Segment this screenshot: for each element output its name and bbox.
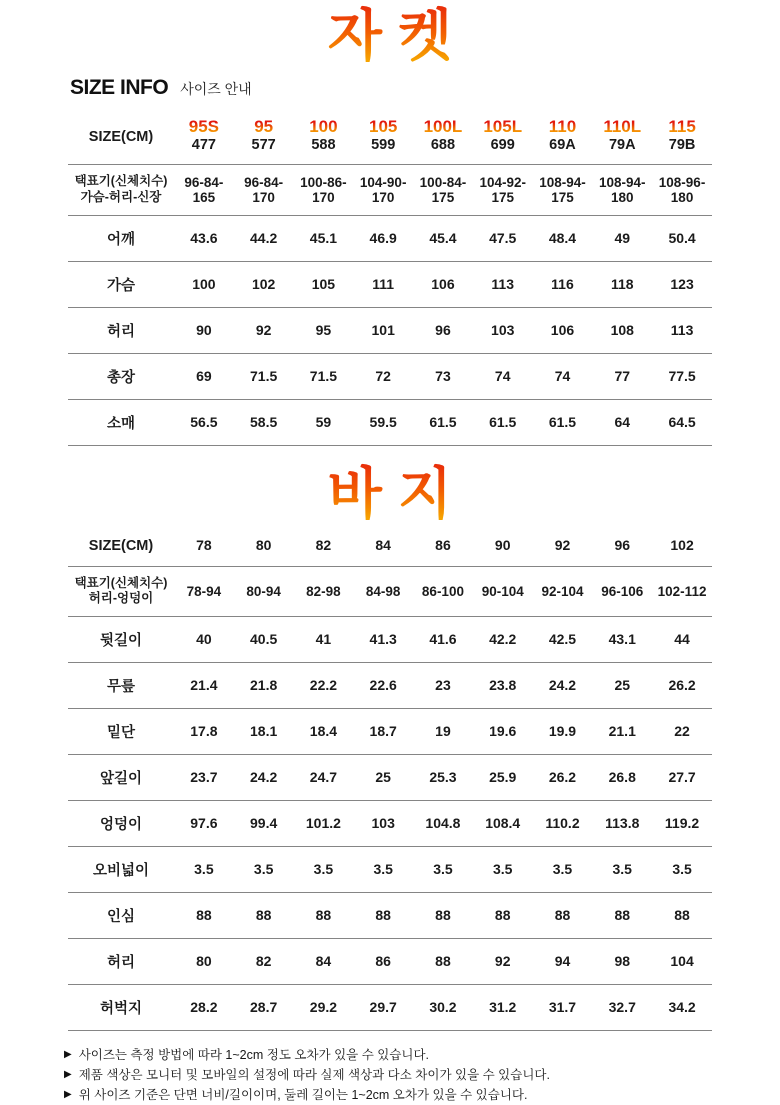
size-code: 69A <box>549 136 576 153</box>
cell-value: 61.5 <box>413 399 473 445</box>
size-column-header: 82 <box>294 526 354 567</box>
row-label: 총장 <box>68 353 174 399</box>
size-code: 588 <box>311 136 336 153</box>
cell-value: 97.6 <box>174 800 234 846</box>
cell-value: 46.9 <box>353 215 413 261</box>
cell-value: 49 <box>592 215 652 261</box>
measure-row <box>68 616 712 662</box>
cell-value: 101.2 <box>294 800 354 846</box>
note-item <box>64 1045 780 1065</box>
cell-value: 18.1 <box>234 708 294 754</box>
row-label: 뒷길이 <box>68 616 174 662</box>
cell-value: 96-106 <box>592 566 652 616</box>
cell-value: 17.8 <box>174 708 234 754</box>
size-column-header: 92 <box>533 526 593 567</box>
jacket-section-header <box>0 0 780 68</box>
cell-value: 108-94-175 <box>533 165 593 215</box>
cell-value: 100-86-170 <box>294 165 354 215</box>
cell-value: 88 <box>234 892 294 938</box>
cell-value: 104-92-175 <box>473 165 533 215</box>
cell-value: 90-104 <box>473 566 533 616</box>
cell-value: 84 <box>294 938 354 984</box>
cell-value: 96 <box>413 307 473 353</box>
size-column-header <box>294 110 354 165</box>
row-label: 오비넓이 <box>68 846 174 892</box>
cell-value: 95 <box>294 307 354 353</box>
cell-value: 22.2 <box>294 662 354 708</box>
cell-value: 86 <box>353 938 413 984</box>
cell-value: 3.5 <box>413 846 473 892</box>
cell-value: 24.7 <box>294 754 354 800</box>
measure-row <box>68 754 712 800</box>
size-code: 599 <box>371 136 396 153</box>
row-label: 택표기(신체치수) 가슴-허리-신장 <box>68 165 174 215</box>
size-info-label: SIZE INFO <box>70 76 169 99</box>
cell-value: 3.5 <box>174 846 234 892</box>
size-column-header <box>234 110 294 165</box>
measure-row <box>68 215 712 261</box>
size-info-heading <box>70 76 780 100</box>
size-name: 95 <box>234 118 294 136</box>
cell-value: 96-84-165 <box>174 165 234 215</box>
cell-value: 88 <box>353 892 413 938</box>
cell-value: 80-94 <box>234 566 294 616</box>
triangle-bullet-icon: ▶ <box>64 1088 72 1100</box>
cell-value: 77 <box>592 353 652 399</box>
cell-value: 119.2 <box>652 800 712 846</box>
cell-value: 104-90-170 <box>353 165 413 215</box>
cell-value: 24.2 <box>533 662 593 708</box>
measure-row <box>68 800 712 846</box>
size-code: 79B <box>668 136 696 153</box>
cell-value: 31.7 <box>533 984 593 1030</box>
row-label: 어깨 <box>68 215 174 261</box>
size-column-header <box>533 110 593 165</box>
size-code: 688 <box>430 136 456 153</box>
cell-value: 88 <box>533 892 593 938</box>
cell-value: 59 <box>294 399 354 445</box>
measure-row <box>68 708 712 754</box>
row-label: 허리 <box>68 307 174 353</box>
cell-value: 71.5 <box>294 353 354 399</box>
cell-value: 74 <box>533 353 593 399</box>
cell-value: 96-84-170 <box>234 165 294 215</box>
cell-value: 23.8 <box>473 662 533 708</box>
cell-value: 106 <box>533 307 593 353</box>
size-column-header: 78 <box>174 526 234 567</box>
cell-value: 28.7 <box>234 984 294 1030</box>
cell-value: 108-96-180 <box>652 165 712 215</box>
cell-value: 113 <box>652 307 712 353</box>
cell-value: 82-98 <box>294 566 354 616</box>
size-column-header: 80 <box>234 526 294 567</box>
cell-value: 103 <box>353 800 413 846</box>
size-column-header <box>413 110 473 165</box>
size-column-header: 86 <box>413 526 473 567</box>
cell-value: 41.6 <box>413 616 473 662</box>
cell-value: 29.7 <box>353 984 413 1030</box>
pants-section-header <box>0 446 780 526</box>
cell-value: 88 <box>473 892 533 938</box>
cell-value: 100-84-175 <box>413 165 473 215</box>
measure-row <box>68 984 712 1030</box>
row-label: 소매 <box>68 399 174 445</box>
cell-value: 88 <box>294 892 354 938</box>
row-label: 허벅지 <box>68 984 174 1030</box>
size-name: 115 <box>652 118 712 136</box>
measure-row <box>68 353 712 399</box>
size-info-sublabel: 사이즈 안내 <box>180 81 252 97</box>
cell-value: 21.4 <box>174 662 234 708</box>
cell-value: 26.2 <box>652 662 712 708</box>
cell-value: 28.2 <box>174 984 234 1030</box>
cell-value: 98 <box>592 938 652 984</box>
cell-value: 71.5 <box>234 353 294 399</box>
size-code: 79A <box>608 136 636 153</box>
cell-value: 102-112 <box>652 566 712 616</box>
pants-title: 바지 <box>312 460 468 526</box>
size-column-header: 90 <box>473 526 533 567</box>
row-label: 인심 <box>68 892 174 938</box>
cell-value: 72 <box>353 353 413 399</box>
note-item <box>64 1065 780 1085</box>
measure-row <box>68 399 712 445</box>
cell-value: 32.7 <box>592 984 652 1030</box>
cell-value: 100 <box>174 261 234 307</box>
size-column-header <box>353 110 413 165</box>
size-name: 105 <box>353 118 413 136</box>
cell-value: 22 <box>652 708 712 754</box>
cell-value: 24.2 <box>234 754 294 800</box>
cell-value: 113 <box>473 261 533 307</box>
cell-value: 40 <box>174 616 234 662</box>
cell-value: 116 <box>533 261 593 307</box>
size-name: 100 <box>294 118 354 136</box>
cell-value: 22.6 <box>353 662 413 708</box>
cell-value: 61.5 <box>533 399 593 445</box>
cell-value: 44 <box>652 616 712 662</box>
cell-value: 45.4 <box>413 215 473 261</box>
cell-value: 113.8 <box>592 800 652 846</box>
size-column-header <box>592 110 652 165</box>
row-label: 앞길이 <box>68 754 174 800</box>
row-label: 엉덩이 <box>68 800 174 846</box>
size-header-row <box>68 526 712 567</box>
size-name: 95S <box>174 118 234 136</box>
cell-value: 3.5 <box>652 846 712 892</box>
cell-value: 26.2 <box>533 754 593 800</box>
size-name: 105L <box>473 118 533 136</box>
size-header-row <box>68 110 712 165</box>
cell-value: 3.5 <box>294 846 354 892</box>
cell-value: 77.5 <box>652 353 712 399</box>
cell-value: 111 <box>353 261 413 307</box>
cell-value: 102 <box>234 261 294 307</box>
cell-value: 56.5 <box>174 399 234 445</box>
note-item <box>64 1085 780 1105</box>
cell-value: 108.4 <box>473 800 533 846</box>
cell-value: 73 <box>413 353 473 399</box>
size-column-header <box>174 110 234 165</box>
cell-value: 105 <box>294 261 354 307</box>
size-column-header: 84 <box>353 526 413 567</box>
cell-value: 106 <box>413 261 473 307</box>
cell-value: 88 <box>652 892 712 938</box>
cell-value: 42.2 <box>473 616 533 662</box>
cell-value: 21.1 <box>592 708 652 754</box>
size-column-header <box>473 110 533 165</box>
cell-value: 25.3 <box>413 754 473 800</box>
cell-value: 58.5 <box>234 399 294 445</box>
cell-value: 26.8 <box>592 754 652 800</box>
cell-value: 43.1 <box>592 616 652 662</box>
cell-value: 101 <box>353 307 413 353</box>
measure-row <box>68 846 712 892</box>
size-code: 577 <box>251 136 276 153</box>
size-column-header: 102 <box>652 526 712 567</box>
cell-value: 74 <box>473 353 533 399</box>
cell-value: 88 <box>174 892 234 938</box>
note-text: 위 사이즈 기준은 단면 너비/길이이며, 둘레 길이는 1~2cm 오차가 있을 수 있습니다. <box>78 1087 528 1102</box>
cell-value: 25 <box>592 662 652 708</box>
cell-value: 44.2 <box>234 215 294 261</box>
cell-value: 84-98 <box>353 566 413 616</box>
cell-value: 19.6 <box>473 708 533 754</box>
cell-value: 23 <box>413 662 473 708</box>
cell-value: 25 <box>353 754 413 800</box>
cell-value: 3.5 <box>592 846 652 892</box>
cell-value: 34.2 <box>652 984 712 1030</box>
cell-value: 41 <box>294 616 354 662</box>
cell-value: 30.2 <box>413 984 473 1030</box>
cell-value: 3.5 <box>353 846 413 892</box>
pants-size-table <box>68 526 712 1031</box>
measure-row <box>68 662 712 708</box>
size-code: 477 <box>191 136 216 153</box>
cell-value: 64 <box>592 399 652 445</box>
size-column-header: 96 <box>592 526 652 567</box>
size-column-header <box>652 110 712 165</box>
cell-value: 110.2 <box>533 800 593 846</box>
cell-value: 94 <box>533 938 593 984</box>
row-label: 가슴 <box>68 261 174 307</box>
size-header-label: SIZE(CM) <box>68 526 174 567</box>
measure-row <box>68 307 712 353</box>
cell-value: 23.7 <box>174 754 234 800</box>
cell-value: 21.8 <box>234 662 294 708</box>
cell-value: 90 <box>174 307 234 353</box>
cell-value: 88 <box>413 892 473 938</box>
cell-value: 18.7 <box>353 708 413 754</box>
triangle-bullet-icon: ▶ <box>64 1048 72 1060</box>
jacket-title: 자켓 <box>312 2 468 68</box>
footer-notes <box>64 1045 780 1105</box>
jacket-size-table <box>68 110 712 446</box>
cell-value: 3.5 <box>533 846 593 892</box>
measure-row <box>68 938 712 984</box>
cell-value: 41.3 <box>353 616 413 662</box>
cell-value: 108-94-180 <box>592 165 652 215</box>
cell-value: 88 <box>413 938 473 984</box>
measure-row <box>68 261 712 307</box>
size-name: 100L <box>413 118 473 136</box>
cell-value: 104 <box>652 938 712 984</box>
cell-value: 64.5 <box>652 399 712 445</box>
cell-value: 88 <box>592 892 652 938</box>
measure-row <box>68 165 712 215</box>
row-label: 택표기(신체치수) 허리-엉덩이 <box>68 566 174 616</box>
cell-value: 82 <box>234 938 294 984</box>
measure-row <box>68 566 712 616</box>
size-header-label: SIZE(CM) <box>68 110 174 165</box>
cell-value: 19 <box>413 708 473 754</box>
cell-value: 18.4 <box>294 708 354 754</box>
cell-value: 42.5 <box>533 616 593 662</box>
size-name: 110L <box>592 118 652 136</box>
note-text: 제품 색상은 모니터 및 모바일의 설정에 따라 실제 색상과 다소 차이가 있을 수 있습니다. <box>78 1067 550 1082</box>
cell-value: 123 <box>652 261 712 307</box>
cell-value: 92 <box>234 307 294 353</box>
cell-value: 3.5 <box>473 846 533 892</box>
cell-value: 19.9 <box>533 708 593 754</box>
cell-value: 69 <box>174 353 234 399</box>
row-label: 허리 <box>68 938 174 984</box>
cell-value: 45.1 <box>294 215 354 261</box>
cell-value: 104.8 <box>413 800 473 846</box>
size-name: 110 <box>533 118 593 136</box>
cell-value: 48.4 <box>533 215 593 261</box>
triangle-bullet-icon: ▶ <box>64 1068 72 1080</box>
cell-value: 47.5 <box>473 215 533 261</box>
cell-value: 3.5 <box>234 846 294 892</box>
cell-value: 118 <box>592 261 652 307</box>
cell-value: 92 <box>473 938 533 984</box>
size-code: 699 <box>490 136 515 153</box>
cell-value: 108 <box>592 307 652 353</box>
cell-value: 86-100 <box>413 566 473 616</box>
cell-value: 103 <box>473 307 533 353</box>
note-text: 사이즈는 측정 방법에 따라 1~2cm 정도 오차가 있을 수 있습니다. <box>78 1047 430 1062</box>
cell-value: 99.4 <box>234 800 294 846</box>
cell-value: 29.2 <box>294 984 354 1030</box>
row-label: 무릎 <box>68 662 174 708</box>
cell-value: 78-94 <box>174 566 234 616</box>
cell-value: 59.5 <box>353 399 413 445</box>
cell-value: 31.2 <box>473 984 533 1030</box>
cell-value: 92-104 <box>533 566 593 616</box>
cell-value: 80 <box>174 938 234 984</box>
cell-value: 25.9 <box>473 754 533 800</box>
measure-row <box>68 892 712 938</box>
cell-value: 50.4 <box>652 215 712 261</box>
cell-value: 61.5 <box>473 399 533 445</box>
cell-value: 40.5 <box>234 616 294 662</box>
cell-value: 27.7 <box>652 754 712 800</box>
cell-value: 43.6 <box>174 215 234 261</box>
row-label: 밑단 <box>68 708 174 754</box>
